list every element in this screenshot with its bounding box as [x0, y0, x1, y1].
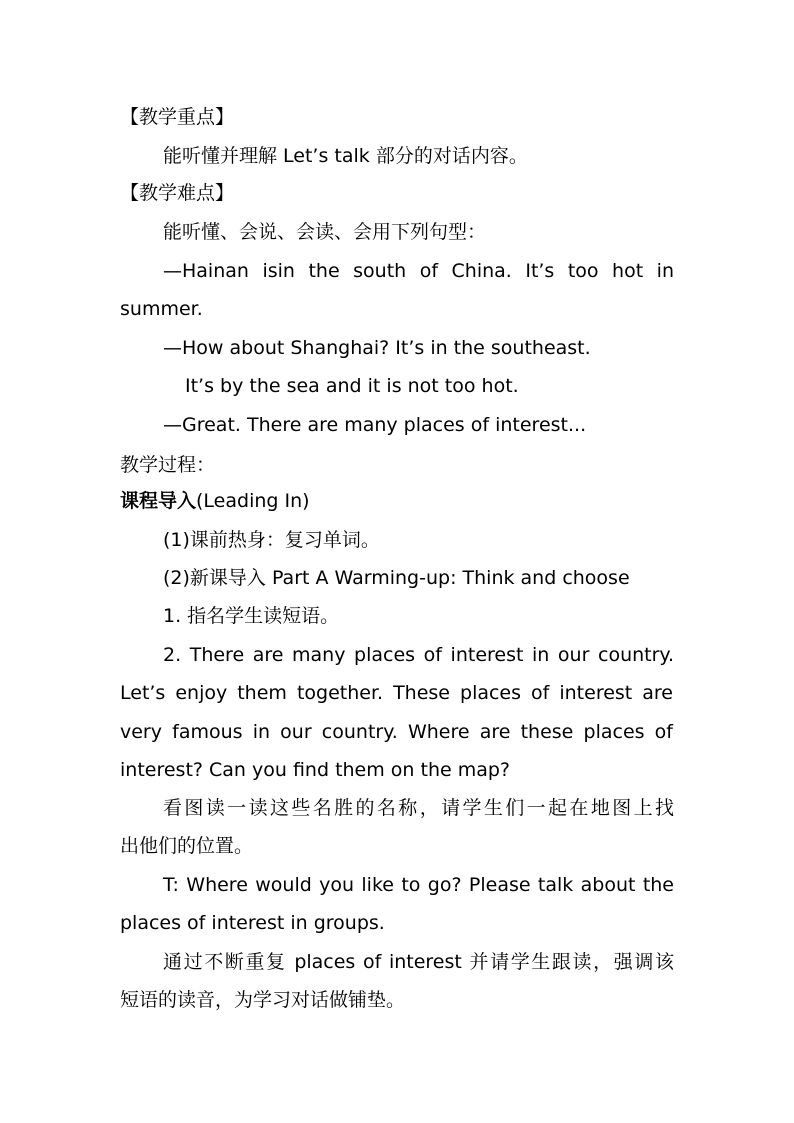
difficulties-heading: 【教学难点】 [120, 182, 235, 204]
leading-in-title-rest: (Leading In) [196, 490, 310, 512]
teacher-line-1: T: Where would you like to go? Please talk about the [163, 874, 674, 896]
item-2-line-1: 2. There are many places of interest in our country. [163, 644, 674, 666]
key-points-text: 能听懂并理解 Let’s talk 部分的对话内容。 [163, 145, 528, 167]
item-1: 1. 指名学生读短语。 [163, 605, 340, 627]
sentence-2-line-1: —How about Shanghai? It’s in the southeast. [163, 337, 591, 359]
repeat-note-line-1: 通过不断重复 places of interest 并请学生跟读，强调该 [163, 951, 674, 973]
map-note-line-2: 出他们的位置。 [120, 835, 254, 857]
sentence-3: —Great. There are many places of interest... [163, 414, 587, 436]
sentence-1-line-1: —Hainan isin the south of China. It’s too hot in [163, 260, 674, 282]
item-2-line-3: very famous in our country. Where are these places of [120, 721, 673, 743]
leading-in-title [120, 489, 310, 513]
repeat-note-line-2: 短语的读音，为学习对话做铺垫。 [120, 989, 406, 1011]
process-heading: 教学过程： [120, 454, 216, 476]
step-2: (2)新课导入 Part A Warming-up: Think and choose [163, 567, 630, 589]
difficulties-intro: 能听懂、会说、会读、会用下列句型： [163, 221, 487, 243]
item-2-line-2: Let’s enjoy them together. These places of interest are [120, 682, 673, 704]
teacher-line-2: places of interest in groups. [120, 912, 385, 934]
step-1: (1)课前热身：复习单词。 [163, 529, 380, 551]
key-points-heading: 【教学重点】 [120, 106, 235, 128]
map-note-line-1: 看图读一读这些名胜的名称，请学生们一起在地图上找 [163, 797, 674, 819]
leading-in-title-bold: 课程导入 [120, 490, 197, 512]
sentence-2-line-2: It’s by the sea and it is not too hot. [185, 375, 519, 397]
sentence-1-line-2: summer. [120, 298, 203, 320]
item-2-line-4: interest? Can you find them on the map? [120, 759, 511, 781]
